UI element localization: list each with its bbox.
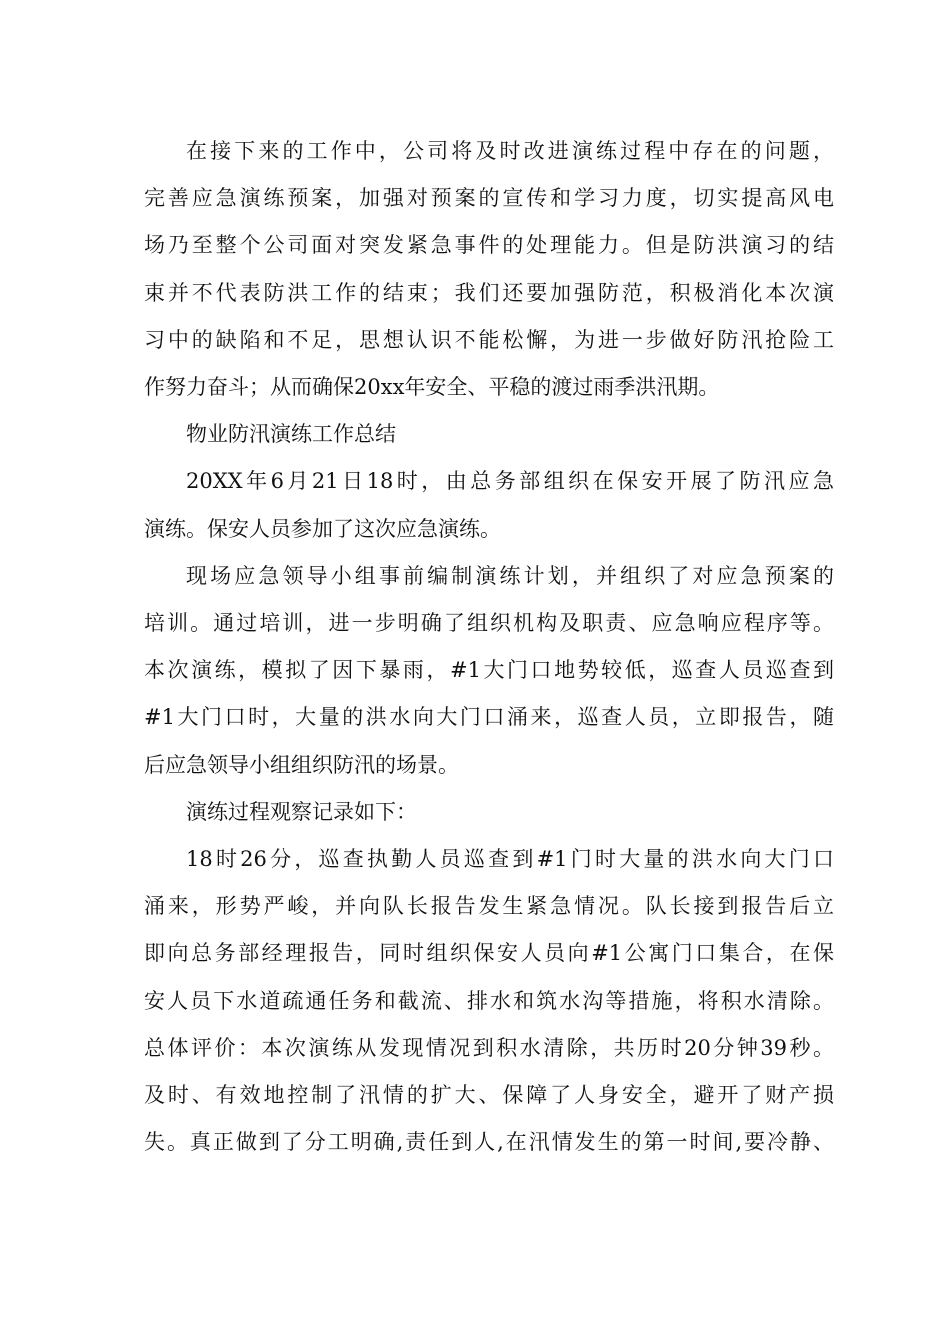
text-line: 失。真正做到了分工明确,责任到人,在汛情发生的第一时间,要冷静、: [144, 1130, 834, 1155]
text-line: 演练。保安人员参加了这次应急演练。: [144, 516, 501, 541]
text-line: 总体评价：本次演练从发现情况到积水清除，共历时20分钟39秒。: [144, 1035, 834, 1060]
paragraph-drill-date: [144, 458, 834, 552]
document-body: [144, 128, 834, 1166]
paragraph-record-intro: [144, 789, 834, 836]
text-line: #1大门口时，大量的洪水向大门口涌来，巡查人员，立即报告，随: [144, 705, 834, 730]
text-line: 演练过程观察记录如下：: [186, 799, 417, 824]
text-line: 习中的缺陷和不足，思想认识不能松懈，为进一步做好防汛抢险工: [144, 327, 834, 352]
text-line: 在接下来的工作中，公司将及时改进演练过程中存在的问题，: [186, 139, 834, 163]
text-line: 场乃至整个公司面对突发紧急事件的处理能力。但是防洪演习的结: [144, 233, 834, 258]
text-line: 作努力奋斗；从而确保20xx年安全、平稳的渡过雨季洪汛期。: [144, 375, 720, 400]
text-line: 束并不代表防洪工作的结束；我们还要加强防范，积极消化本次演: [144, 280, 834, 305]
text-line: 现场应急领导小组事前编制演练计划，并组织了对应急预案的: [186, 563, 834, 588]
paragraph-drill-record: [144, 836, 834, 1166]
text-line: 20XX年6月21日18时，由总务部组织在保安开展了防汛应急: [186, 469, 834, 494]
text-line: 即向总务部经理报告，同时组织保安人员向#1公寓门口集合，在保: [144, 941, 834, 966]
text-line: 后应急领导小组组织防汛的场景。: [144, 752, 459, 777]
text-line: 本次演练，模拟了因下暴雨，#1大门口地势较低，巡查人员巡查到: [144, 658, 834, 683]
text-line: 涌来，形势严峻，并向队长报告发生紧急情况。队长接到报告后立: [144, 894, 834, 919]
text-line: 18时26分，巡查执勤人员巡查到#1门时大量的洪水向大门口: [186, 847, 834, 872]
section-title: [144, 411, 834, 458]
text-line: 安人员下水道疏通任务和截流、排水和筑水沟等措施，将积水清除。: [144, 988, 834, 1013]
paragraph-drill-plan: [144, 553, 834, 789]
text-line: 及时、有效地控制了汛情的扩大、保障了人身安全，避开了财产损: [144, 1083, 834, 1108]
text-line: 完善应急演练预案，加强对预案的宣传和学习力度，切实提高风电: [144, 186, 834, 211]
text-line: 培训。通过培训，进一步明确了组织机构及职责、应急响应程序等。: [144, 611, 834, 636]
paragraph-improvement: [144, 128, 834, 411]
section-heading: 物业防汛演练工作总结: [186, 422, 396, 447]
